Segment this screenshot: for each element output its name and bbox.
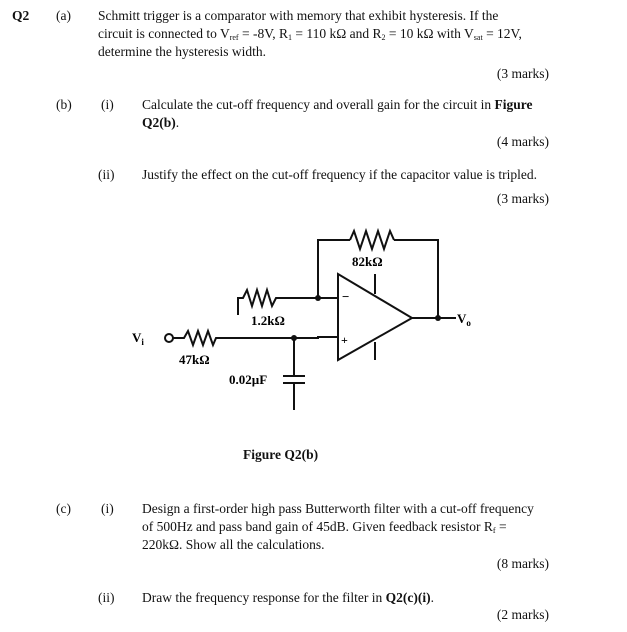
feedback-wire-right <box>394 240 438 318</box>
part-a-line1: Schmitt trigger is a comparator with memory that exhibit hysteresis. If the <box>98 8 499 23</box>
non-inverting-sign: + <box>341 333 348 347</box>
part-a-marks: (3 marks) <box>496 66 549 81</box>
feedback-resistor-zigzag <box>350 231 394 249</box>
part-c-ii-label: (ii) <box>98 590 115 605</box>
input-resistor-zigzag <box>238 290 318 315</box>
part-b-i-label: (i) <box>101 97 114 112</box>
figure-caption: Figure Q2(b) <box>243 447 319 462</box>
part-b-i-marks: (4 marks) <box>496 134 549 149</box>
question-number: Q2 <box>12 8 30 23</box>
part-b-ii-marks: (3 marks) <box>496 191 549 206</box>
input-resistor-label: 1.2kΩ <box>251 313 285 328</box>
vout-label: $V_o$ <box>457 311 471 328</box>
part-a-line3: determine the hysteresis width. <box>98 44 266 59</box>
junction-capacitor <box>291 335 297 341</box>
part-c-i-label: (i) <box>101 501 114 516</box>
part-c-i-marks: (8 marks) <box>496 556 549 571</box>
input-terminal <box>165 334 173 342</box>
junction-output <box>435 315 441 321</box>
part-c-ii-marks: (2 marks) <box>496 607 549 622</box>
part-a-line2: circuit is connected to $V_{ref} = -8V$, $R_1 = 110$ kΩ and $R_2 = 10$ kΩ with $V_{sat} = 12V$, <box>98 26 522 42</box>
junction-inverting <box>315 295 321 301</box>
series-resistor-zigzag <box>173 331 294 345</box>
part-c-ii-text: Draw the frequency response for the filter in Q2(c)(i). <box>142 590 435 605</box>
part-b-i-text: Calculate the cut-off frequency and overall gain for the circuit in Figure Q2(b). <box>142 97 533 130</box>
vin-label: $V_i$ <box>132 330 144 347</box>
series-resistor-label: 47kΩ <box>179 352 210 367</box>
part-b-ii-text: Justify the effect on the cut-off frequency if the capacitor value is tripled. <box>142 167 537 182</box>
capacitor-label: 0.02µF <box>229 372 268 387</box>
part-a-label: (a) <box>56 8 71 23</box>
part-c-label: (c) <box>56 501 71 516</box>
feedback-resistor-label: 82kΩ <box>352 254 383 269</box>
inverting-sign: − <box>342 289 350 304</box>
part-c-i-text: Design a first-order high pass Butterworth filter with a cut-off frequency of 500Hz and pass band gain of 45dB. Given feedback resistor $R_f$ = 220kΩ. Show all the calculations. <box>142 501 534 552</box>
part-b-label: (b) <box>56 97 72 112</box>
non-inverting-input-wire <box>294 337 338 338</box>
part-b-ii-label: (ii) <box>98 167 115 182</box>
